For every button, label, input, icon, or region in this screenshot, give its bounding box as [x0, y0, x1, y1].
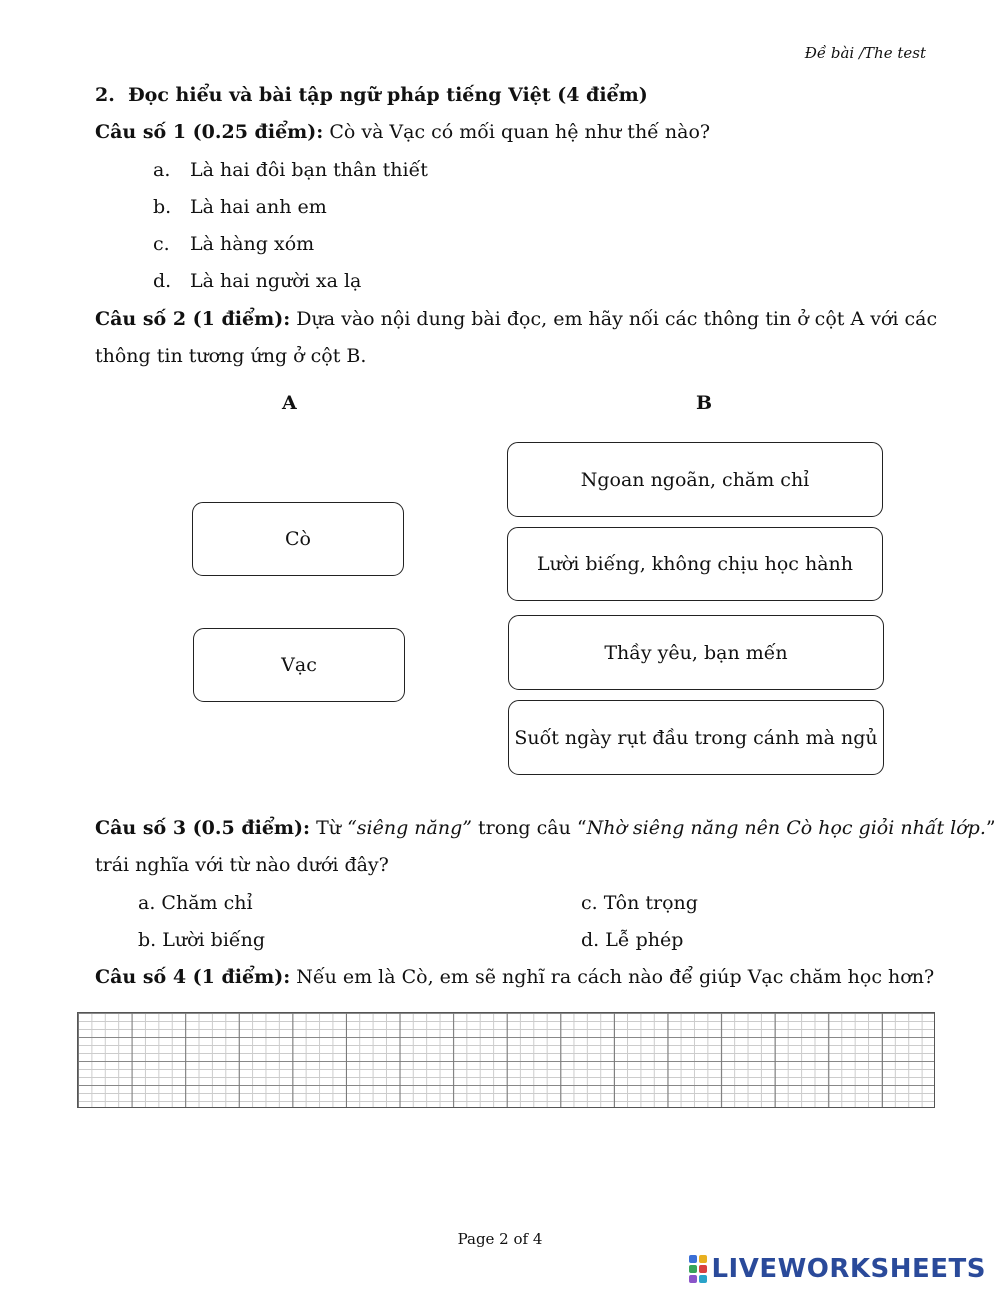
- question-4: [95, 966, 934, 988]
- column-b-header: B: [696, 392, 713, 414]
- match-box-label: Thầy yêu, bạn mến: [604, 641, 788, 664]
- question-1-label: Câu số 1 (0.25 điểm):: [95, 121, 324, 143]
- column-a-header: A: [282, 392, 297, 414]
- section-title: [95, 84, 648, 106]
- question-2: [95, 308, 938, 330]
- question-3-label: Câu số 3 (0.5 điểm):: [95, 817, 311, 839]
- q1-option-text: Là hàng xóm: [190, 233, 315, 255]
- q3-option-letter: d.: [581, 929, 600, 951]
- match-box-b-1[interactable]: [507, 442, 883, 517]
- match-box-a-co[interactable]: [192, 502, 404, 576]
- q1-option-letter: d.: [153, 270, 172, 292]
- section-heading: Đọc hiểu và bài tập ngữ pháp tiếng Việt (4 điểm): [128, 84, 648, 106]
- match-box-label: Cò: [285, 528, 311, 550]
- answer-writing-grid[interactable]: [77, 1012, 935, 1108]
- question-2-text-line1: Dựa vào nội dung bài đọc, em hãy nối các thông tin ở cột A với các: [296, 308, 938, 330]
- question-2-label: Câu số 2 (1 điểm):: [95, 308, 291, 330]
- q3-option-letter: c.: [581, 892, 598, 914]
- q1-option-letter: b.: [153, 196, 172, 218]
- q1-option-c[interactable]: [153, 233, 315, 255]
- logo-blocks-icon: [689, 1255, 707, 1283]
- question-3-line2: trái nghĩa với từ nào dưới đây?: [95, 854, 389, 876]
- q1-option-letter: a.: [153, 159, 171, 181]
- liveworksheets-logo: [689, 1254, 986, 1284]
- question-4-label: Câu số 4 (1 điểm):: [95, 966, 291, 988]
- question-3-word: “siêng năng”: [347, 817, 472, 839]
- question-3-sentence: Nhờ siêng năng nên Cò học giỏi nhất lớp.: [586, 817, 986, 839]
- header-label: Đề bài /The test: [804, 44, 926, 62]
- match-box-label: Lười biếng, không chịu học hành: [536, 553, 854, 575]
- match-box-label: Vạc: [281, 654, 317, 676]
- match-box-b-3[interactable]: [508, 615, 884, 690]
- q1-option-d[interactable]: [153, 270, 362, 292]
- q1-option-text: Là hai đôi bạn thân thiết: [190, 159, 428, 181]
- brand-name: LIVEWORKSHEETS: [711, 1254, 986, 1284]
- question-3: [95, 817, 996, 839]
- q3-option-d[interactable]: [581, 929, 683, 951]
- q3-option-text: Lễ phép: [605, 929, 684, 951]
- q1-option-text: Là hai anh em: [190, 196, 327, 218]
- q3-option-text: Tôn trọng: [603, 892, 698, 914]
- q3-option-letter: a.: [138, 892, 156, 914]
- match-box-a-vac[interactable]: [193, 628, 405, 702]
- q3-option-a[interactable]: [138, 892, 253, 914]
- question-2-text-line2: thông tin tương ứng ở cột B.: [95, 345, 367, 367]
- q3-option-b[interactable]: [138, 929, 265, 951]
- question-1: [95, 121, 710, 143]
- q1-option-letter: c.: [153, 233, 170, 255]
- match-box-label: Suốt ngày rụt đầu trong cánh mà ngủ: [514, 726, 878, 749]
- question-4-text: Nếu em là Cò, em sẽ nghĩ ra cách nào để giúp Vạc chăm học hơn?: [296, 966, 935, 988]
- question-3-text: ”: [985, 817, 996, 839]
- match-box-label: Ngoan ngoãn, chăm chỉ: [580, 468, 810, 491]
- match-box-b-2[interactable]: [507, 527, 883, 601]
- question-1-text: Cò và Vạc có mối quan hệ như thế nào?: [329, 121, 711, 143]
- q1-option-a[interactable]: [153, 159, 428, 181]
- section-number: 2.: [95, 84, 115, 106]
- question-3-text: trong câu “: [478, 817, 587, 839]
- q3-option-text: Lười biếng: [162, 929, 265, 951]
- q3-option-c[interactable]: [581, 892, 698, 914]
- question-3-text: Từ: [316, 817, 342, 839]
- q3-option-letter: b.: [138, 929, 157, 951]
- q1-option-b[interactable]: [153, 196, 327, 218]
- q1-option-text: Là hai người xa lạ: [190, 270, 362, 292]
- q3-option-text: Chăm chỉ: [161, 892, 253, 914]
- page-number: Page 2 of 4: [457, 1230, 543, 1248]
- match-box-b-4[interactable]: [508, 700, 884, 775]
